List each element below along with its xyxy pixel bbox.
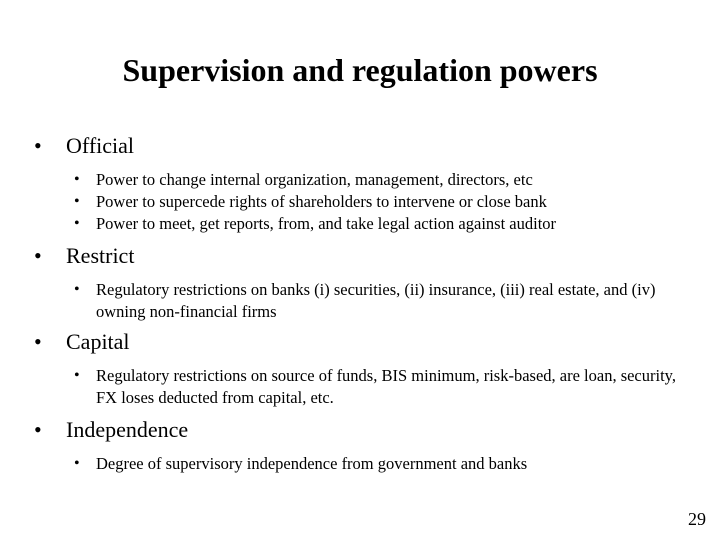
bullet-icon: •: [34, 133, 42, 158]
bullet-icon: •: [74, 281, 80, 298]
slide-title: Supervision and regulation powers: [122, 52, 598, 88]
sub-bullet-text: Regulatory restrictions on banks (i) securities, (ii) insurance, (iii) real estate, and (iv) owning non-financial firms: [96, 280, 656, 321]
bullet-icon: •: [34, 329, 42, 354]
section-heading: Restrict: [66, 243, 135, 268]
bullet-icon: •: [34, 243, 42, 268]
section-official: [30, 131, 700, 235]
section-capital: [30, 327, 700, 409]
bullet-item: [30, 327, 700, 357]
sub-list: [30, 279, 700, 323]
bullet-item: [30, 131, 700, 161]
sub-bullet-text: Power to change internal organization, management, directors, etc: [96, 170, 533, 189]
bullet-icon: •: [74, 455, 80, 472]
section-restrict: [30, 241, 700, 323]
bullet-item: [30, 415, 700, 445]
bullet-icon: •: [34, 417, 42, 442]
slide-content: [30, 131, 700, 483]
sub-list: [30, 453, 700, 475]
sub-bullet-item: [30, 279, 700, 323]
bullet-icon: •: [74, 215, 80, 232]
sub-bullet-item: [30, 213, 700, 235]
section-heading: Independence: [66, 417, 189, 442]
sub-bullet-item: [30, 453, 700, 475]
sub-list: [30, 365, 700, 409]
bullet-icon: •: [74, 171, 80, 188]
sub-bullet-item: [30, 191, 700, 213]
bullet-item: [30, 241, 700, 271]
section-independence: [30, 415, 700, 475]
sub-bullet-text: Power to supercede rights of shareholders to intervene or close bank: [96, 192, 547, 211]
sub-bullet-text: Degree of supervisory independence from government and banks: [96, 454, 528, 473]
page-number: 29: [688, 509, 706, 529]
section-heading: Capital: [66, 329, 130, 354]
sub-bullet-text: Power to meet, get reports, from, and take legal action against auditor: [96, 214, 557, 233]
sub-bullet-item: [30, 365, 700, 409]
sub-list: [30, 169, 700, 235]
sub-bullet-item: [30, 169, 700, 191]
bullet-icon: •: [74, 193, 80, 210]
sub-bullet-text: Regulatory restrictions on source of funds, BIS minimum, risk-based, are loan, security, FX loses deducted from capital, etc.: [96, 366, 676, 407]
section-heading: Official: [66, 133, 135, 158]
bullet-icon: •: [74, 367, 80, 384]
